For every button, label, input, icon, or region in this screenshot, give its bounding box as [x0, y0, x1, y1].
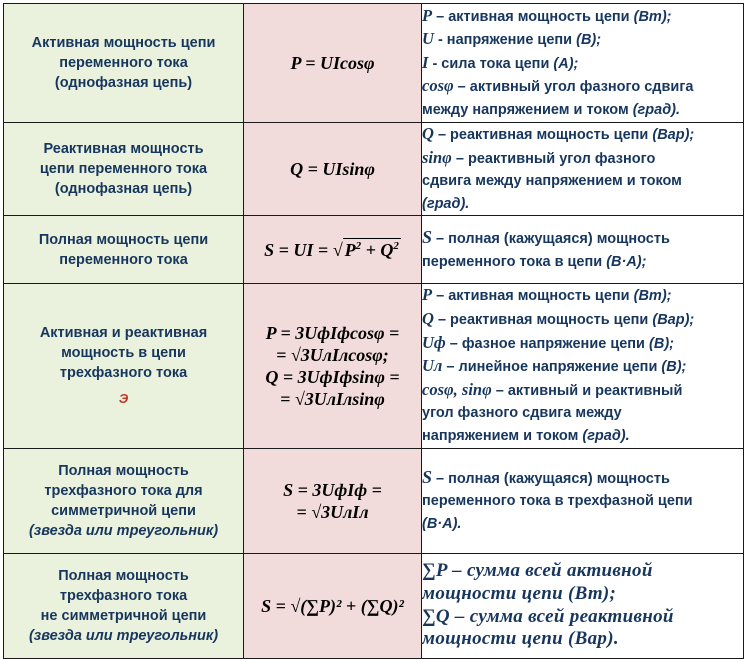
desc-line: угол фазного сдвига между — [422, 405, 622, 422]
desc-line: ∑P – сумма всей активной — [422, 560, 653, 582]
table-row — [4, 216, 744, 284]
desc-line: Q – реактивная мощность цепи (Вар); — [422, 308, 695, 328]
description-cell — [422, 4, 744, 123]
row-name-line: (однофазная цепь) — [54, 181, 193, 198]
desc-line: переменного тока в трехфазной цепи — [422, 493, 693, 510]
row-name-cell — [4, 123, 244, 216]
desc-line: S – полная (кажущаяся) мощность — [422, 227, 670, 248]
desc-line: Uл – линейное напряжение цепи (В); — [422, 356, 687, 376]
formula: S = √(∑P)² + (∑Q)² — [261, 595, 404, 616]
desc-line: P – активная мощность цепи (Вт); — [422, 5, 672, 25]
table-row — [4, 284, 744, 448]
site-logo-icon: Э — [118, 390, 129, 406]
desc-line: (В·А). — [422, 515, 462, 532]
description-cell — [422, 216, 744, 284]
row-name-line: Реактивная мощность — [43, 141, 204, 158]
description-cell — [422, 123, 744, 216]
row-name-line: переменного тока — [59, 55, 188, 71]
table-row — [4, 448, 744, 553]
description-cell — [422, 553, 744, 658]
desc-line: P – активная мощность цепи (Вт); — [422, 285, 672, 305]
formula: Q = UIsinφ — [290, 159, 375, 180]
formula-cell — [244, 123, 422, 216]
desc-line: cosφ, sinφ – активный и реактивный — [422, 379, 683, 399]
formula-cell — [244, 284, 422, 448]
description-cell — [422, 284, 744, 448]
row-name-note: (звезда или треугольник) — [28, 627, 219, 644]
desc-line: напряжением и током (град). — [422, 427, 630, 444]
desc-line: S – полная (кажущаяся) мощность — [422, 466, 670, 487]
description-cell — [422, 448, 744, 553]
formula: S = UI = √ $P^2 + Q^2$ — [264, 240, 399, 261]
formula-line: Q = 3UфIфsinφ = — [265, 366, 400, 387]
desc-line: мощности цепи (Вар). — [422, 628, 619, 650]
row-name-line: переменного тока — [59, 251, 188, 268]
row-name-line: Активная и реактивная — [39, 324, 208, 341]
formula-cell — [244, 4, 422, 123]
desc-line: (град). — [422, 195, 470, 212]
row-name-cell — [4, 216, 244, 284]
formula-line: = √3UлIлsinφ — [280, 388, 385, 409]
desc-line: I - сила тока цепи (А); — [422, 52, 579, 72]
row-name-line: Полная мощность — [58, 567, 189, 584]
row-name-cell — [4, 284, 244, 448]
table-row — [4, 4, 744, 123]
desc-line: Q – реактивная мощность цепи (Вар); — [422, 124, 695, 143]
desc-line: U - напряжение цепи (В); — [422, 29, 602, 49]
formula: P = UIcosφ — [290, 53, 375, 73]
row-name-line: Полная мощность цепи — [38, 231, 209, 248]
desc-line: переменного тока в цепи (В·А); — [422, 253, 647, 270]
row-name-note: (звезда или треугольник) — [28, 522, 219, 539]
formula-line: P = 3UфIфcosφ = — [265, 322, 400, 343]
desc-line: между напряжением и током (град). — [422, 101, 681, 118]
desc-line: Uф – фазное напряжение цепи (В); — [422, 332, 674, 352]
row-name-cell — [4, 553, 244, 658]
formula-line: S = 3UфIф = — [283, 479, 382, 500]
row-name-cell — [4, 4, 244, 123]
formula-line: = √3UлIлcosφ; — [276, 344, 389, 365]
row-name-cell — [4, 448, 244, 553]
formula-cell — [244, 216, 422, 284]
formula-cell — [244, 553, 422, 658]
row-name-line: мощность в цепи — [61, 344, 186, 361]
desc-line: ∑Q – сумма всей реактивной — [422, 605, 674, 627]
row-name-line: трехфазного тока — [59, 587, 188, 604]
row-name-line: (однофазная цепь) — [54, 75, 193, 91]
table-row — [4, 123, 744, 216]
row-name-line: цепи переменного тока — [39, 161, 208, 178]
row-name-line: не симметричной цепи — [40, 607, 207, 624]
desc-line: cosφ – активный угол фазного сдвига — [422, 76, 694, 96]
power-formulas-table — [3, 3, 744, 659]
formula-cell — [244, 448, 422, 553]
row-name-line: трехфазного тока для — [44, 482, 203, 499]
formula-line: = √3UлIл — [296, 501, 369, 522]
desc-line: sinφ – реактивный угол фазного — [422, 147, 656, 167]
table-row — [4, 553, 744, 658]
row-name-line: симметричной цепи — [51, 502, 196, 519]
row-name-line: Активная мощность цепи — [31, 35, 216, 51]
desc-line: сдвига между напряжением и током — [422, 173, 682, 190]
row-name-line: трехфазного тока — [59, 364, 188, 381]
desc-line: мощности цепи (Вт); — [422, 582, 617, 604]
row-name-line: Полная мощность — [58, 462, 189, 479]
